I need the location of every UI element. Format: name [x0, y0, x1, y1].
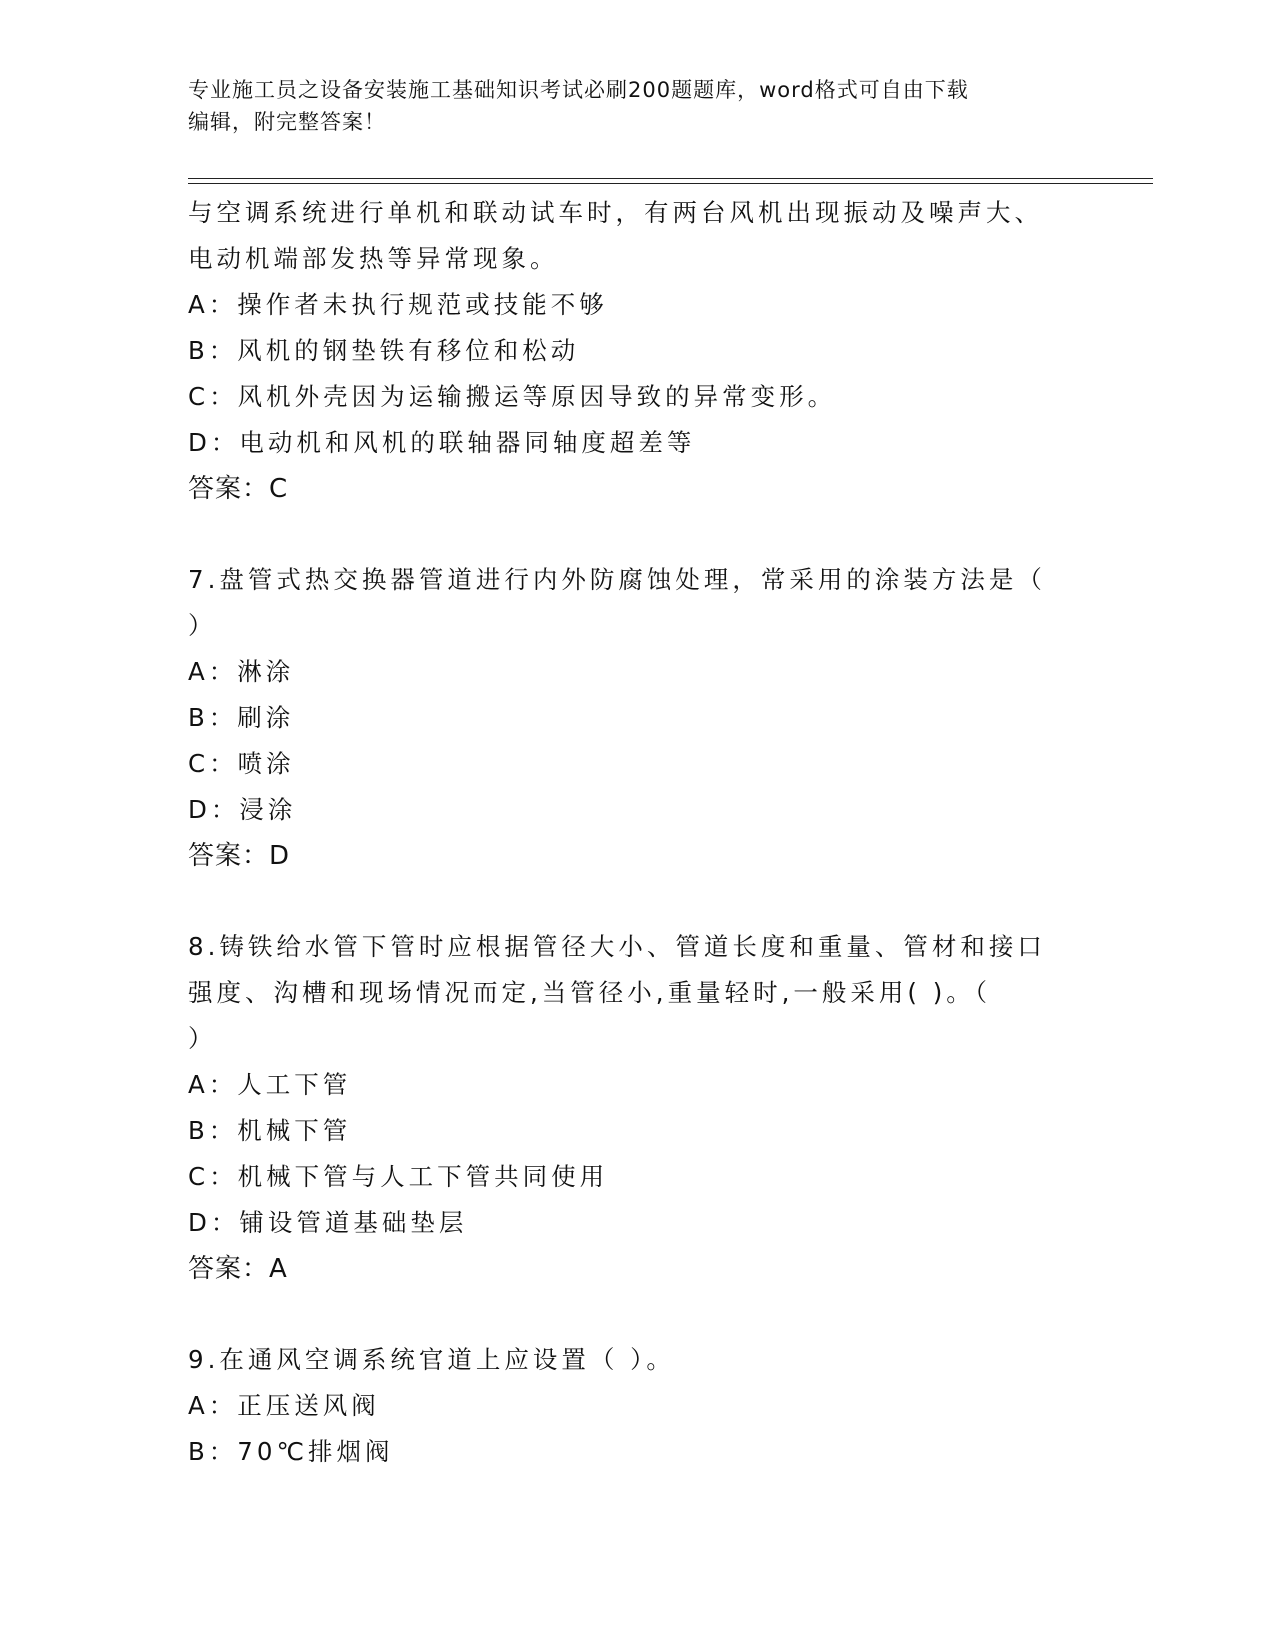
answer-label: 答案：D — [188, 841, 291, 871]
option-a: A：正压送风阀 — [188, 1391, 380, 1420]
option-b: B：70℃排烟阀 — [188, 1437, 394, 1466]
question-stem: ） — [188, 611, 217, 640]
option-c: C：喷涂 — [188, 749, 295, 778]
option-d: D：铺设管道基础垫层 — [188, 1208, 468, 1237]
question-stem: 电动机端部发热等异常现象。 — [188, 244, 559, 273]
option-a: A：人工下管 — [188, 1070, 352, 1099]
spacer — [188, 1292, 1068, 1337]
question-stem: 强度、沟槽和现场情况而定,当管径小,重量轻时,一般采用( )。（ — [188, 978, 992, 1007]
option-b: B：刷涂 — [188, 703, 295, 732]
answer-label: 答案：A — [188, 1254, 288, 1284]
option-a: A：操作者未执行规范或技能不够 — [188, 290, 608, 319]
question-8 — [188, 924, 1068, 1292]
header-divider-top — [188, 178, 1153, 179]
question-stem: 8.铸铁给水管下管时应根据管径大小、管道长度和重量、管材和接口 — [188, 932, 1046, 961]
option-c: C：风机外壳因为运输搬运等原因导致的异常变形。 — [188, 382, 837, 411]
question-7 — [188, 557, 1068, 879]
question-6 — [188, 190, 1068, 512]
answer-label: 答案：C — [188, 474, 289, 504]
option-d: D：浸涂 — [188, 795, 297, 824]
question-stem: 9.在通风空调系统官道上应设置（ ）。 — [188, 1345, 675, 1374]
header-title-line-1: 专业施工员之设备安装施工基础知识考试必刷200题题库，word格式可自由下载 — [188, 78, 969, 102]
question-stem: 与空调系统进行单机和联动试车时，有两台风机出现振动及噪声大、 — [188, 198, 1043, 227]
header-title-line-2: 编辑，附完整答案！ — [188, 110, 386, 134]
document-header — [188, 74, 1068, 138]
question-stem: ） — [188, 1024, 217, 1053]
option-a: A：淋涂 — [188, 657, 295, 686]
header-divider-bottom — [188, 183, 1153, 184]
option-d: D：电动机和风机的联轴器同轴度超差等 — [188, 428, 696, 457]
option-c: C：机械下管与人工下管共同使用 — [188, 1162, 609, 1191]
spacer — [188, 879, 1068, 924]
question-9 — [188, 1337, 1068, 1475]
option-b: B：风机的钢垫铁有移位和松动 — [188, 336, 580, 365]
spacer — [188, 512, 1068, 557]
question-list — [188, 190, 1068, 1475]
option-b: B：机械下管 — [188, 1116, 352, 1145]
question-stem: 7.盘管式热交换器管道进行内外防腐蚀处理，常采用的涂装方法是（ — [188, 565, 1046, 594]
